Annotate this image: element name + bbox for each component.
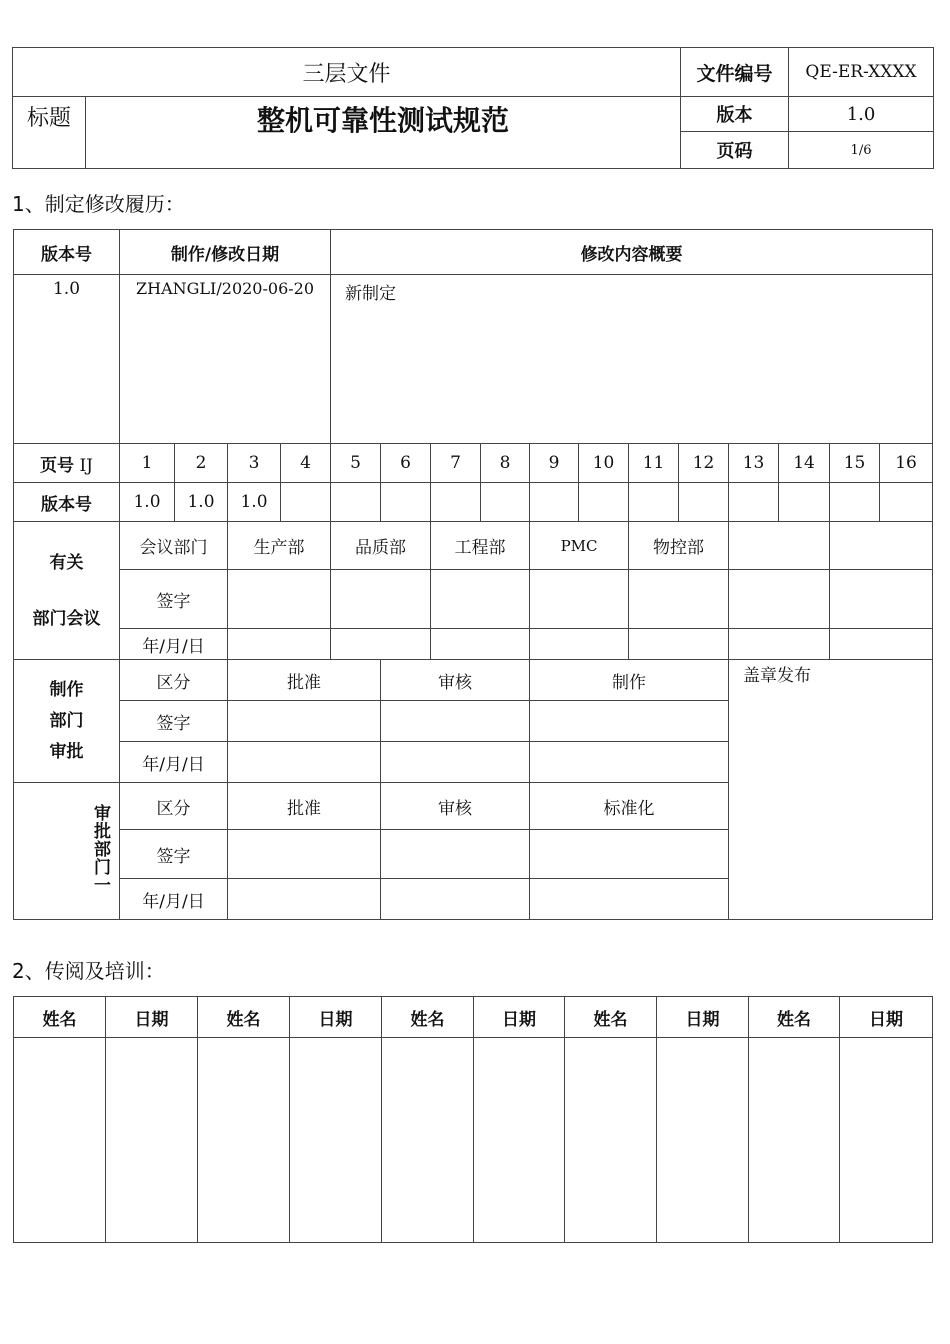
page-version-cell — [481, 483, 530, 522]
title-label: 标题 — [13, 97, 86, 169]
consult-row-label: 会议部门 — [120, 522, 228, 570]
consult-date-label: 年/月/日 — [120, 629, 228, 660]
circulation-header: 姓名 — [14, 997, 106, 1038]
consult-dept: PMC — [530, 522, 629, 570]
doc-level: 三层文件 — [13, 48, 681, 97]
approval-dept-sign-cell — [228, 830, 381, 879]
page-number-cell: 2 — [175, 444, 228, 483]
page-number-cell: 10 — [579, 444, 629, 483]
page-version-cell — [830, 483, 880, 522]
page-version-cell — [779, 483, 830, 522]
approval-dept-col: 审核 — [381, 783, 530, 830]
history-summary-header: 修改内容概要 — [331, 230, 933, 275]
consult-date-cell — [331, 629, 431, 660]
history-row — [14, 275, 933, 444]
page-version-cell — [880, 483, 933, 522]
consult-date-row — [14, 629, 933, 660]
circulation-header: 日期 — [657, 997, 749, 1038]
approval-dept-label: 审批部门一 — [14, 783, 120, 920]
approval-dept-date-cell — [530, 879, 729, 920]
consult-date-cell — [629, 629, 729, 660]
consult-date-cell — [530, 629, 629, 660]
consult-dept: 物控部 — [629, 522, 729, 570]
page-version-label: 版本号 — [14, 483, 120, 522]
make-approval-sign-cell — [381, 701, 530, 742]
section2-heading: 2、传阅及培训： — [12, 959, 165, 983]
circulation-header: 姓名 — [749, 997, 840, 1038]
page-number-cell: 3 — [228, 444, 281, 483]
version-value: 1.0 — [789, 97, 934, 132]
consult-sign-row — [14, 570, 933, 629]
page-value: 1/6 — [789, 132, 934, 169]
page-version-cell: 1.0 — [175, 483, 228, 522]
page-number-cell: 13 — [729, 444, 779, 483]
circulation-header: 日期 — [290, 997, 382, 1038]
make-approval-label: 制作 部门 审批 — [14, 660, 120, 783]
page-version-cell: 1.0 — [228, 483, 281, 522]
circulation-header: 日期 — [840, 997, 933, 1038]
approval-dept-col: 标准化 — [530, 783, 729, 830]
circulation-header-row — [14, 997, 933, 1038]
page-number-cell: 14 — [779, 444, 830, 483]
consult-date-cell — [228, 629, 331, 660]
page-number-cell: 16 — [880, 444, 933, 483]
circulation-cell — [749, 1038, 840, 1243]
circulation-cell — [106, 1038, 198, 1243]
page-version-row — [14, 483, 933, 522]
circulation-cell — [290, 1038, 382, 1243]
page-number-cell: 5 — [331, 444, 381, 483]
section1-heading: 1、制定修改履历： — [12, 192, 185, 216]
page-number-cell: 9 — [530, 444, 579, 483]
circulation-header: 日期 — [474, 997, 565, 1038]
consult-date-cell — [729, 629, 830, 660]
stamp-release-cell: 盖章发布 — [729, 660, 933, 920]
page-version-cell — [530, 483, 579, 522]
page-version-cell — [331, 483, 381, 522]
approval-dept-sign-label: 签字 — [120, 830, 228, 879]
approval-dept-sign-cell — [530, 830, 729, 879]
consult-sign-cell — [228, 570, 331, 629]
history-date: ZHANGLI/2020-06-20 — [120, 275, 331, 444]
circulation-cell — [565, 1038, 657, 1243]
consult-row — [14, 522, 933, 570]
make-approval-sign-cell — [530, 701, 729, 742]
consult-sign-cell — [331, 570, 431, 629]
page-version-cell — [679, 483, 729, 522]
consult-sign-cell — [530, 570, 629, 629]
make-approval-col: 批准 — [228, 660, 381, 701]
consult-dept — [830, 522, 933, 570]
approval-dept-date-cell — [381, 879, 530, 920]
make-approval-date-cell — [228, 742, 381, 783]
circulation-cell — [382, 1038, 474, 1243]
revision-table — [13, 229, 933, 920]
page-version-cell — [629, 483, 679, 522]
make-approval-sign-label: 签字 — [120, 701, 228, 742]
make-approval-row-label: 区分 — [120, 660, 228, 701]
doc-number-label: 文件编号 — [681, 48, 789, 97]
approval-dept-sign-cell — [381, 830, 530, 879]
page-number-cell: 6 — [381, 444, 431, 483]
page-number-row — [14, 444, 933, 483]
consult-dept — [729, 522, 830, 570]
circulation-cell — [657, 1038, 749, 1243]
page-label: 页码 — [681, 132, 789, 169]
doc-title: 整机可靠性测试规范 — [86, 97, 681, 169]
page-number-cell: 1 — [120, 444, 175, 483]
consult-date-cell — [830, 629, 933, 660]
page-number-label: 页号 IJ — [14, 444, 120, 483]
page-version-cell — [381, 483, 431, 522]
circulation-header: 姓名 — [198, 997, 290, 1038]
circulation-header: 姓名 — [565, 997, 657, 1038]
make-approval-row — [14, 660, 933, 701]
make-approval-col: 制作 — [530, 660, 729, 701]
approval-dept-row-label: 区分 — [120, 783, 228, 830]
consult-dept: 工程部 — [431, 522, 530, 570]
circulation-cell — [198, 1038, 290, 1243]
page-version-cell: 1.0 — [120, 483, 175, 522]
consult-sign-cell — [629, 570, 729, 629]
circulation-cell — [14, 1038, 106, 1243]
approval-dept-date-cell — [228, 879, 381, 920]
circulation-body-row — [14, 1038, 933, 1243]
page-number-cell: 4 — [281, 444, 331, 483]
page-version-cell — [729, 483, 779, 522]
make-approval-sign-cell — [228, 701, 381, 742]
circulation-cell — [840, 1038, 933, 1243]
history-version: 1.0 — [14, 275, 120, 444]
doc-number: QE-ER-XXXX — [789, 48, 934, 97]
consult-sign-cell — [830, 570, 933, 629]
header-table — [12, 47, 934, 169]
consult-sign-cell — [431, 570, 530, 629]
consult-sign-cell — [729, 570, 830, 629]
make-approval-date-cell — [530, 742, 729, 783]
circulation-header: 姓名 — [382, 997, 474, 1038]
approval-dept-date-label: 年/月/日 — [120, 879, 228, 920]
circulation-table — [13, 996, 933, 1243]
page-version-cell — [579, 483, 629, 522]
history-version-header: 版本号 — [14, 230, 120, 275]
make-approval-date-cell — [381, 742, 530, 783]
history-date-header: 制作/修改日期 — [120, 230, 331, 275]
version-label: 版本 — [681, 97, 789, 132]
consult-dept: 品质部 — [331, 522, 431, 570]
make-approval-col: 审核 — [381, 660, 530, 701]
consult-sign-label: 签字 — [120, 570, 228, 629]
make-approval-date-label: 年/月/日 — [120, 742, 228, 783]
page-number-cell: 15 — [830, 444, 880, 483]
consult-date-cell — [431, 629, 530, 660]
page-version-cell — [281, 483, 331, 522]
history-summary: 新制定 — [331, 275, 933, 444]
circulation-header: 日期 — [106, 997, 198, 1038]
circulation-cell — [474, 1038, 565, 1243]
page-number-cell: 7 — [431, 444, 481, 483]
page-number-cell: 12 — [679, 444, 729, 483]
approval-dept-col: 批准 — [228, 783, 381, 830]
page-number-cell: 11 — [629, 444, 679, 483]
page-number-cell: 8 — [481, 444, 530, 483]
page-version-cell — [431, 483, 481, 522]
consult-label: 有关 部门会议 — [14, 522, 120, 660]
consult-dept: 生产部 — [228, 522, 331, 570]
